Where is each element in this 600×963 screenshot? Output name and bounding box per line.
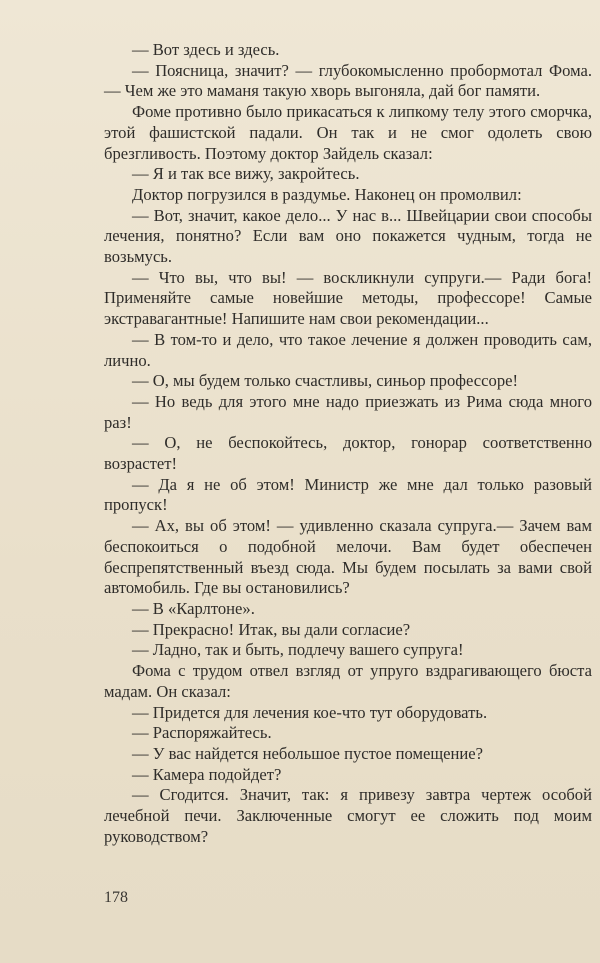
paragraph: — Сгодится. Значит, так: я привезу завтра чертеж особой лечебной печи. Заключенные смогут ее сложить под моим руководством? — [104, 785, 592, 846]
paragraph: — В «Карлтоне». — [132, 598, 255, 618]
paragraph: Доктор погрузился в раздумье. Наконец он промолвил: — [132, 184, 522, 204]
paragraph: — Ах, вы об этом! — удивленно сказала супруга.— Зачем вам беспокоиться о подобной мелочи. Вам будет обеспечен беспрепятственный въезд сюда. Мы будем посылать за вами свой автомобиль. Где вы остановились? — [104, 516, 592, 598]
paragraph: — Вот здесь и здесь. — [132, 40, 280, 59]
paragraph: — Поясница, значит? — глубокомысленно пробормотал Фома.— Чем же это маманя такую хворь выгоняла, дай бог памяти. — [104, 60, 592, 101]
paragraph: — Камера подойдет? — [132, 764, 282, 784]
paragraph: Фома с трудом отвел взгляд от упруго вздрагивающего бюста мадам. Он сказал: — [104, 661, 592, 701]
paragraph: — Распоряжайтесь. — [132, 723, 272, 743]
paragraph: — Я и так все вижу, закройтесь. — [132, 164, 360, 184]
paragraph: — О, не беспокойтесь, доктор, гонорар соответственно возрастет! — [104, 433, 592, 474]
paragraph: — У вас найдется небольшое пустое помещение? — [132, 743, 484, 763]
paragraph: — Прекрасно! Итак, вы дали согласие? — [132, 619, 411, 639]
paragraph: — Да я не об этом! Министр же мне дал только разовый пропуск! — [104, 474, 592, 515]
paragraph: — Придется для лечения кое-что тут оборудовать. — [132, 702, 488, 722]
paragraph: — Вот, значит, какое дело... У нас в... Швейцарии свои способы лечения, понятно? Если вам оно покажется чудным, тогда не возьмусь. — [104, 205, 592, 267]
page-text — [104, 40, 592, 847]
paragraph: Фоме противно было прикасаться к липкому телу этого сморчка, этой фашистской падали. Он так и не смог одолеть свою брезгливость. Поэтому доктор Зайдель сказал: — [104, 102, 592, 163]
paragraph: — В том-то и дело, что такое лечение я должен проводить сам, лично. — [104, 329, 592, 370]
paragraph: — Но ведь для этого мне надо приезжать из Рима сюда много раз! — [104, 391, 592, 432]
page-number: 178 — [104, 889, 128, 906]
paragraph: — Что вы, что вы! — воскликнули супруги.— Ради бога! Применяйте самые новейшие методы, профессоре! Самые экстравагантные! Напишите нам свои рекомендации... — [104, 267, 592, 329]
paragraph: — Ладно, так и быть, подлечу вашего супруга! — [132, 640, 464, 660]
paragraph: — О, мы будем только счастливы, синьор профессоре! — [132, 371, 519, 391]
